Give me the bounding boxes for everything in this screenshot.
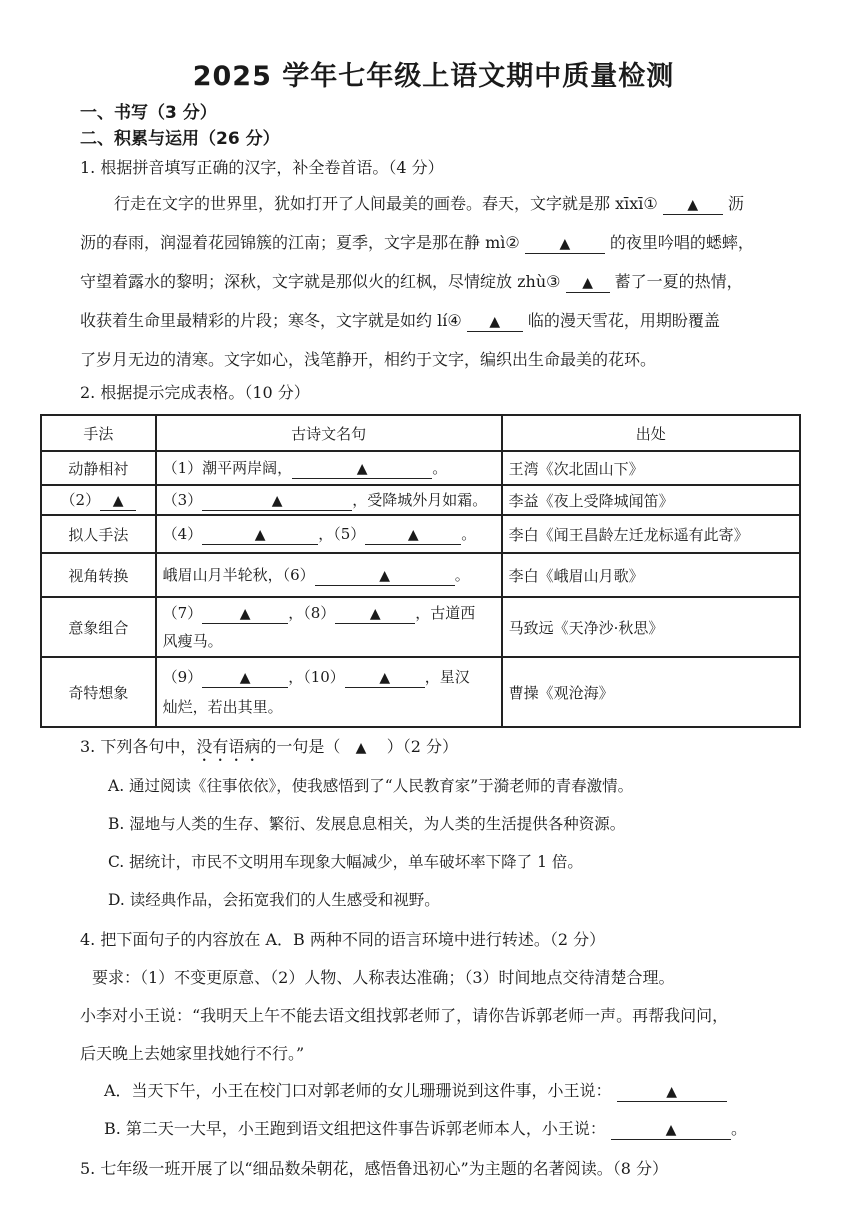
q2-table — [40, 414, 801, 728]
q3-text: 3. 下列各句中， — [80, 737, 197, 756]
q1-text: 收获着生命里最精彩的片段；寒冬，文字就是如约 lí④ — [80, 311, 462, 330]
poem-text: 灿烂，若出其里。 — [162, 698, 283, 716]
answer-blank[interactable] — [202, 525, 318, 545]
answer-mark: ▲ — [369, 606, 381, 622]
q3-text: 的一句是（ — [260, 737, 341, 756]
q4-quote-line2: 后天晚上去她家里找她行不行。” — [80, 1044, 305, 1063]
section-accumulation: 二、积累与运用（26 分） — [80, 129, 280, 149]
q1-text: 行走在文字的世界里，犹如打开了人间最美的画卷。春天，文字就是那 xīxī① — [114, 194, 658, 213]
method-cell: 奇特想象 — [41, 657, 156, 727]
answer-mark: ▲ — [582, 275, 593, 291]
q3-stem — [80, 734, 458, 765]
source-cell: 王湾《次北固山下》 — [502, 451, 800, 485]
answer-blank[interactable] — [611, 1120, 731, 1140]
table-row — [41, 657, 800, 727]
answer-mark: ▲ — [239, 670, 251, 686]
answer-mark: ▲ — [666, 1084, 678, 1100]
answer-blank[interactable] — [365, 525, 461, 545]
poem-text: 。 — [461, 525, 477, 543]
q4-b-text: B. 第二天一大早，小王跑到语文组把这件事告诉郭老师本人，小王说： — [104, 1119, 606, 1138]
q3-option-c[interactable]: C. 据统计，市民不文明用车现象大幅减少，单车破坏率下降了 1 倍。 — [108, 853, 583, 871]
q4-quote-line1: 小李对小王说：“我明天上午不能去语文组找郭老师了，请你告诉郭老师一声。再帮我问问， — [80, 1006, 729, 1025]
poem-cell — [156, 515, 502, 553]
method-cell: 视角转换 — [41, 553, 156, 597]
method-cell: 拟人手法 — [41, 515, 156, 553]
poem-text: ，（10） — [288, 668, 345, 686]
q3-option-b[interactable]: B. 湿地与人类的生存、繁衍、发展息息相关，为人类的生活提供各种资源。 — [108, 815, 626, 833]
q1-passage — [80, 184, 770, 379]
poem-text: 。 — [454, 566, 470, 584]
answer-blank[interactable] — [202, 668, 288, 688]
poem-text: （9） — [162, 668, 203, 686]
method-text: （2） — [60, 491, 101, 509]
poem-text: （7） — [162, 604, 203, 622]
answer-mark: ▲ — [239, 606, 251, 622]
table-header: 手法 — [41, 415, 156, 451]
poem-cell — [156, 485, 502, 515]
answer-blank[interactable] — [467, 312, 523, 332]
q4-requirement: 要求：（1）不变更原意、（2）人物、人称表达准确；（3）时间地点交待清楚合理。 — [92, 968, 675, 987]
poem-text: 风瘦马。 — [162, 632, 223, 650]
answer-mark: ▲ — [356, 461, 368, 477]
q4-b-text: 。 — [731, 1119, 748, 1138]
source-cell: 李白《闻王昌龄左迁龙标遥有此寄》 — [502, 515, 800, 553]
q1-text: 沥 — [727, 194, 744, 213]
poem-text: ，（8） — [288, 604, 336, 622]
answer-blank[interactable] — [566, 273, 610, 293]
answer-blank[interactable] — [100, 491, 136, 511]
answer-blank[interactable] — [335, 604, 415, 624]
q3-text: ）（2 分） — [386, 737, 459, 756]
table-header: 出处 — [502, 415, 800, 451]
answer-mark[interactable]: ▲ — [355, 740, 367, 756]
poem-text: 。 — [432, 459, 448, 477]
source-cell: 李白《峨眉山月歌》 — [502, 553, 800, 597]
q1-text: 的夜里吟唱的蟋蟀， — [609, 233, 754, 252]
answer-blank[interactable] — [315, 566, 455, 586]
q3-option-d[interactable]: D. 读经典作品，会拓宽我们的人生感受和视野。 — [108, 891, 440, 909]
answer-blank[interactable] — [292, 459, 432, 479]
answer-mark: ▲ — [665, 1122, 677, 1138]
answer-mark: ▲ — [559, 236, 571, 252]
answer-mark: ▲ — [407, 527, 419, 543]
answer-mark: ▲ — [489, 314, 501, 330]
exam-title: 2025 学年七年级上语文期中质量检测 — [192, 61, 675, 92]
q1-text: 沥的春雨，润湿着花园锦簇的江南；夏季，文字是那在静 mì② — [80, 233, 520, 252]
q2-stem: 2. 根据提示完成表格。（10 分） — [80, 383, 310, 402]
q4-part-a — [104, 1078, 727, 1102]
source-cell: 李益《夜上受降城闻笛》 — [502, 485, 800, 515]
poem-cell — [156, 553, 502, 597]
answer-blank[interactable] — [525, 234, 605, 254]
table-row — [41, 597, 800, 657]
table-row — [41, 553, 800, 597]
answer-mark: ▲ — [379, 670, 391, 686]
poem-cell — [156, 657, 502, 727]
q4-stem: 4. 把下面句子的内容放在 A．B 两种不同的语言环境中进行转述。（2 分） — [80, 930, 606, 949]
answer-blank[interactable] — [617, 1082, 727, 1102]
poem-text: （3） — [162, 491, 203, 509]
answer-blank[interactable] — [663, 195, 723, 215]
section-writing: 一、书写（3 分） — [80, 103, 217, 123]
answer-mark: ▲ — [112, 493, 124, 509]
poem-text: ，星汉 — [424, 668, 470, 686]
q1-text: 蓄了一夏的热情， — [614, 272, 743, 291]
table-row — [41, 451, 800, 485]
q4-a-text: A．当天下午，小王在校门口对郭老师的女儿珊珊说到这件事，小王说： — [104, 1081, 612, 1100]
q4-part-b — [104, 1116, 747, 1140]
q1-stem: 1. 根据拼音填写正确的汉字，补全卷首语。（4 分） — [80, 158, 444, 177]
poem-cell — [156, 597, 502, 657]
source-cell: 曹操《观沧海》 — [502, 657, 800, 727]
q1-text: 守望着露水的黎明；深秋，文字就是那似火的红枫，尽情绽放 zhù③ — [80, 272, 561, 291]
poem-text: （1）潮平两岸阔， — [162, 459, 293, 477]
poem-text: ，（5） — [318, 525, 366, 543]
method-cell — [41, 485, 156, 515]
table-row — [41, 485, 800, 515]
answer-mark: ▲ — [687, 197, 699, 213]
q3-option-a[interactable]: A. 通过阅读《往事依依》，使我感悟到了“人民教育家”于漪老师的青春激情。 — [108, 777, 634, 795]
q3-emphasis: 没有语病 — [196, 737, 261, 756]
q5-stem: 5. 七年级一班开展了以“细品数朵朝花，感悟鲁迅初心”为主题的名著阅读。（8 分） — [80, 1159, 668, 1178]
answer-blank[interactable] — [202, 491, 352, 511]
source-cell: 马致远《天净沙·秋思》 — [502, 597, 800, 657]
poem-text: （4） — [162, 525, 203, 543]
answer-mark: ▲ — [254, 527, 266, 543]
q1-text: 临的漫天雪花，用期盼覆盖 — [527, 311, 720, 330]
answer-mark: ▲ — [379, 568, 391, 584]
q1-text: 了岁月无边的清寒。文字如心，浅笔静开，相约于文字，编织出生命最美的花环。 — [80, 350, 657, 369]
method-cell: 意象组合 — [41, 597, 156, 657]
poem-cell — [156, 451, 502, 485]
poem-text: ，受降城外月如霜。 — [352, 491, 488, 509]
method-cell: 动静相衬 — [41, 451, 156, 485]
answer-mark: ▲ — [271, 493, 283, 509]
poem-text: 峨眉山月半轮秋，（6） — [162, 566, 315, 584]
table-row — [41, 515, 800, 553]
answer-blank[interactable] — [345, 668, 425, 688]
table-header: 古诗文名句 — [156, 415, 502, 451]
answer-blank[interactable] — [202, 604, 288, 624]
poem-text: ，古道西 — [415, 604, 476, 622]
